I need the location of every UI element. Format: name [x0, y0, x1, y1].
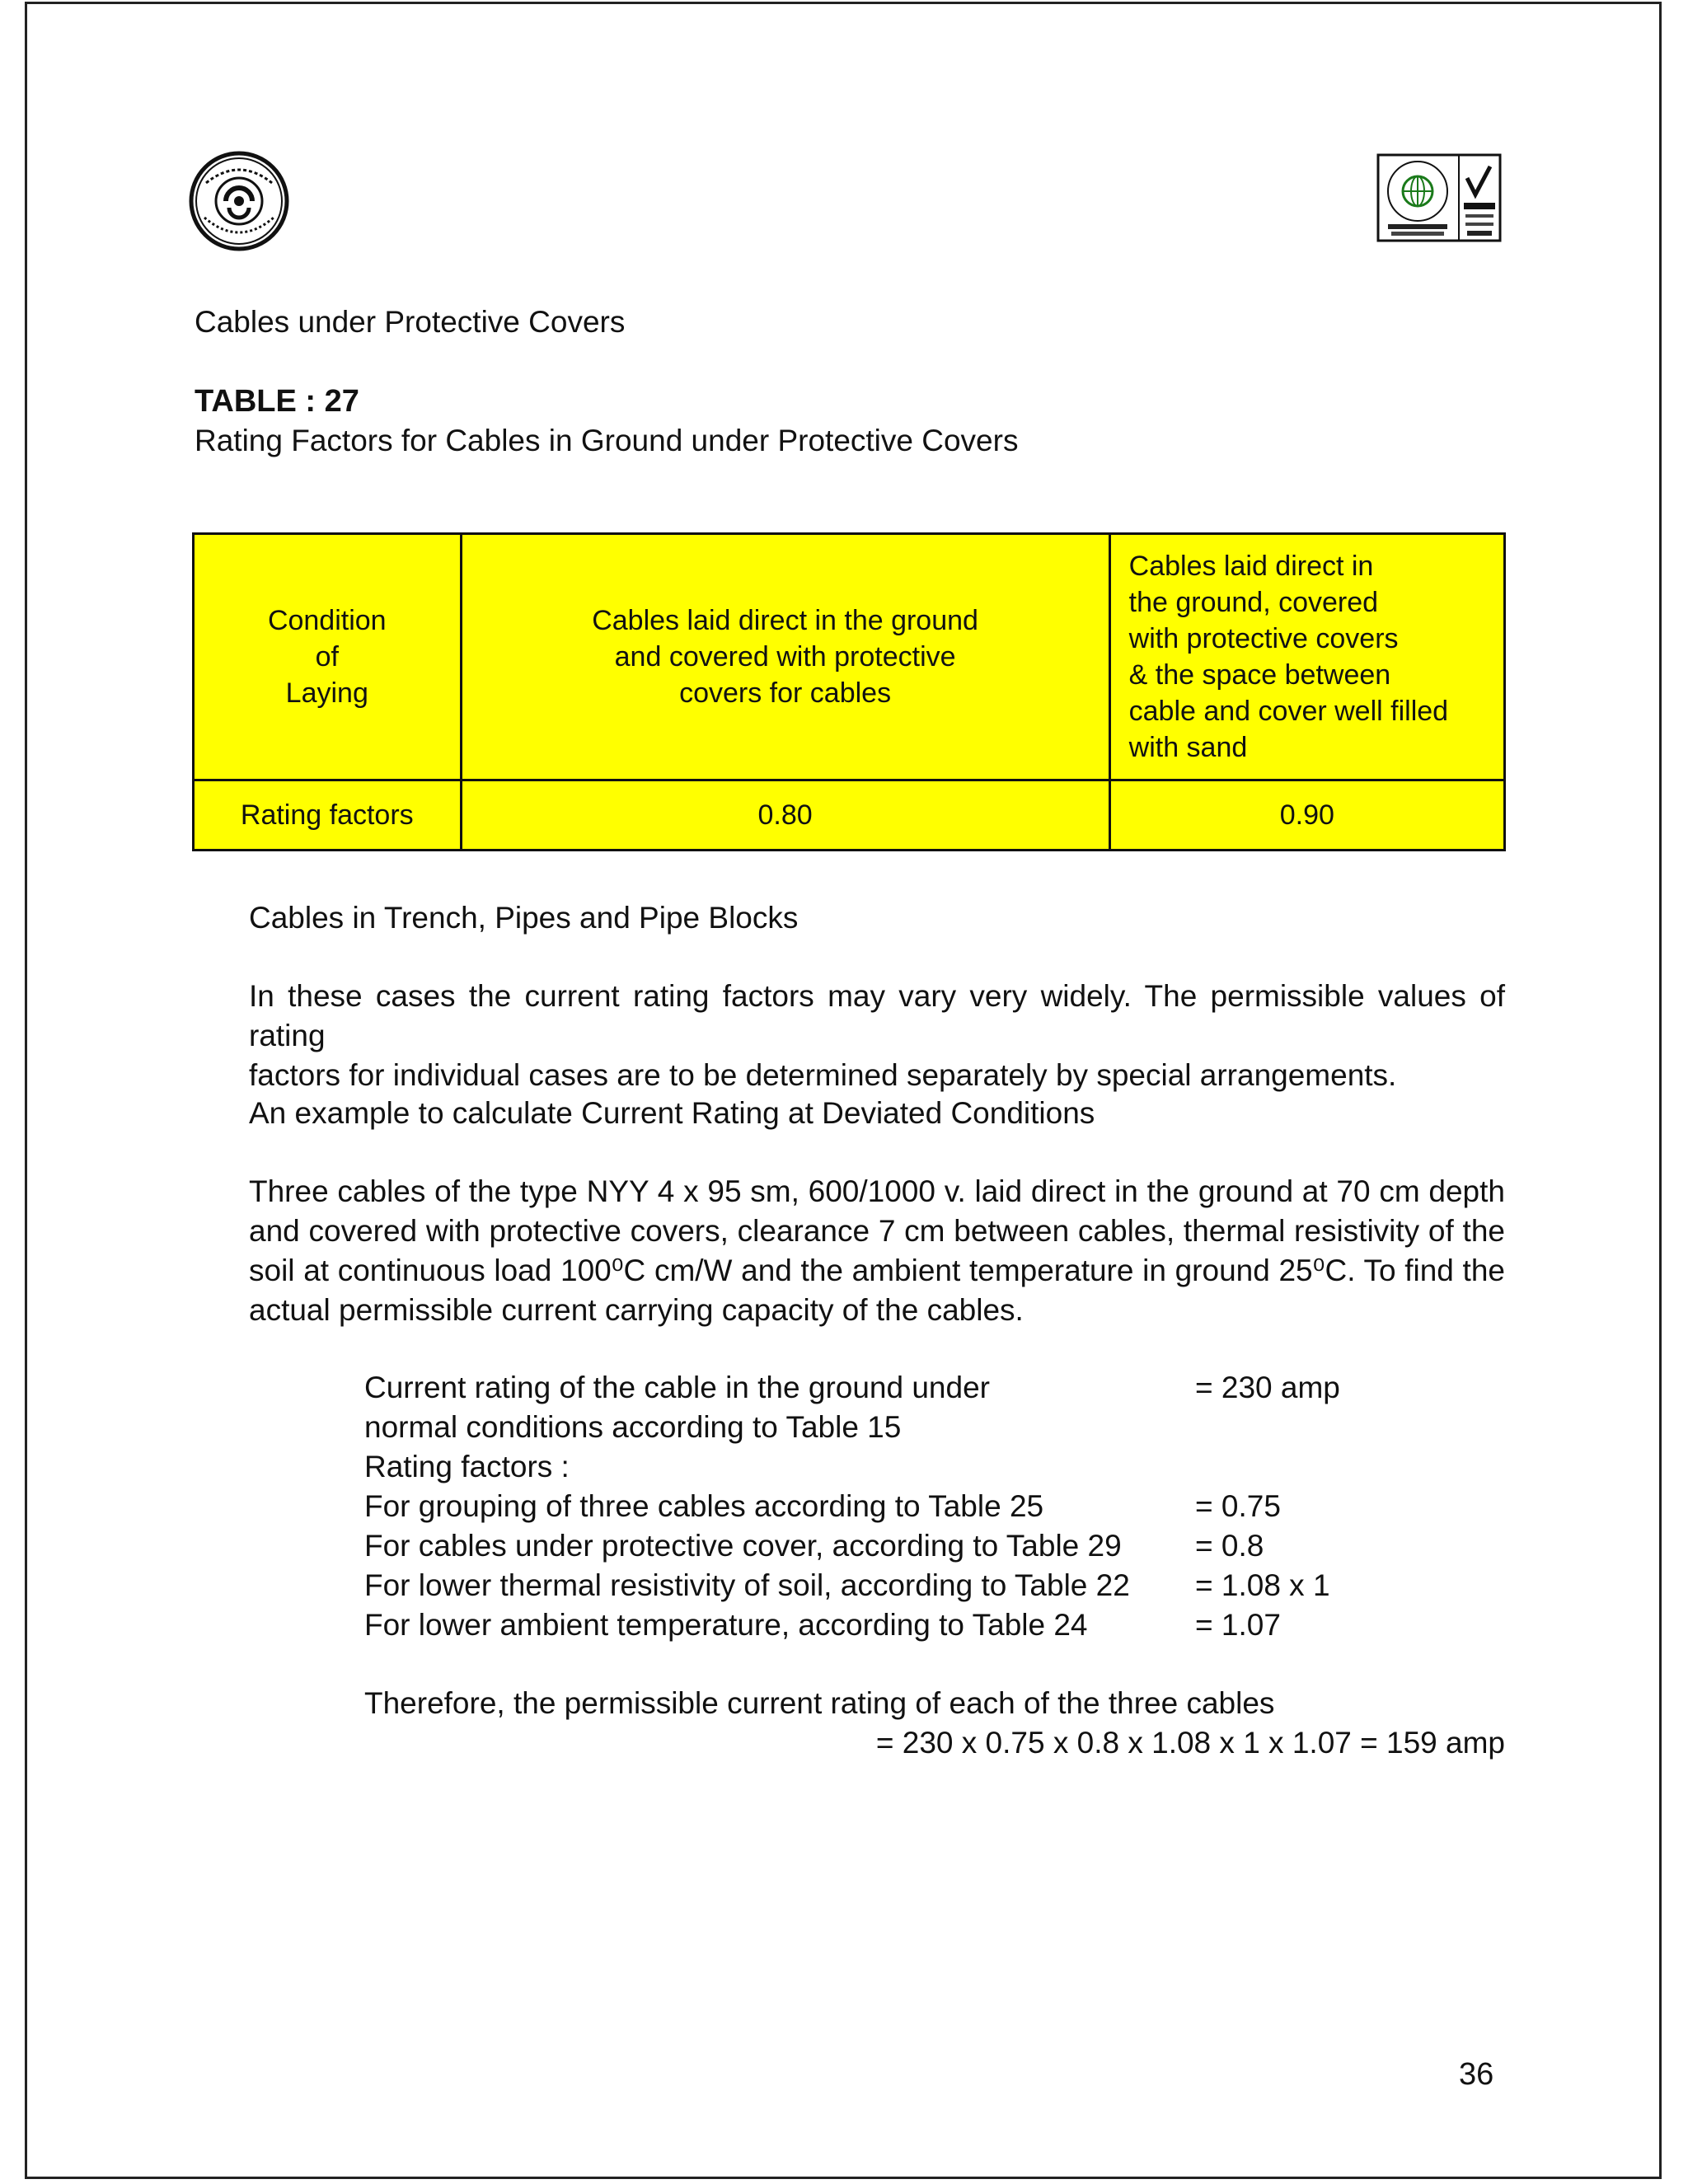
calculation-row [364, 1487, 1353, 1526]
calculation-label: For lower thermal resistivity of soil, according to Table 22 [364, 1568, 1130, 1602]
table-row-rating-factors [194, 780, 1505, 851]
paragraph-line: actual permissible current carrying capacity of the cables. [249, 1293, 1024, 1327]
calculation-row [364, 1605, 1353, 1645]
company-seal-logo [188, 150, 290, 252]
calculation-value: = 230 amp [1195, 1371, 1340, 1404]
calculation-list [364, 1368, 1353, 1645]
paragraph-line: Three cables of the type NYY 4 x 95 sm, 600/1000 v. laid direct in the ground at 70 cm depth [249, 1174, 1505, 1208]
calculation-row [364, 1368, 1353, 1408]
calculation-label: For grouping of three cables according to Table 25 [364, 1489, 1044, 1523]
sub-heading-example: An example to calculate Current Rating at Deviated Conditions [249, 1096, 1095, 1130]
header-condition-of-laying-text: Condition of Laying [267, 605, 387, 709]
paragraph-line: soil at continuous load 100⁰C cm/W and the ambient temperature in ground 25⁰C. To find the [249, 1254, 1505, 1287]
certification-logo [1376, 153, 1502, 242]
calculation-label: For cables under protective cover, according to Table 29 [364, 1529, 1122, 1563]
table-header-row [194, 534, 1505, 780]
header-protective-covers-text: Cables laid direct in the ground and covered with protective covers for cables [592, 605, 978, 709]
header-condition-of-laying [194, 534, 462, 780]
header-covers-with-sand-text: Cables laid direct in the ground, covered with protective covers & the space between cable and cover well filled with sand [1128, 551, 1449, 763]
paragraph-example [249, 1172, 1505, 1330]
calculation-label: normal conditions according to Table 15 [364, 1410, 902, 1444]
calculation-row [364, 1526, 1353, 1566]
result-formula: = 230 x 0.75 x 0.8 x 1.08 x 1 x 1.07 = 159 amp [875, 1726, 1505, 1760]
paragraph-line: In these cases the current rating factors may vary very widely. The permissible values of rating [249, 979, 1505, 1052]
rating-value-protective-covers: 0.80 [461, 780, 1109, 851]
row-label: Rating factors [194, 780, 462, 851]
table-label: TABLE : 27 [195, 384, 359, 419]
calculation-value: = 0.8 [1195, 1529, 1264, 1563]
calculation-row [364, 1408, 1353, 1447]
rating-value-covers-with-sand: 0.90 [1109, 780, 1504, 851]
conclusion-text: Therefore, the permissible current rating of each of the three cables [364, 1686, 1275, 1720]
page-number: 36 [1459, 2057, 1494, 2092]
paragraph-line: and covered with protective covers, clearance 7 cm between cables, thermal resistivity of the [249, 1214, 1505, 1248]
paragraph-trench-pipes [249, 977, 1505, 1095]
header-protective-covers [461, 534, 1109, 780]
calculation-label: Rating factors : [364, 1450, 570, 1483]
sub-heading-trench-pipes: Cables in Trench, Pipes and Pipe Blocks [249, 901, 799, 935]
header-covers-with-sand [1109, 534, 1504, 780]
calculation-value: = 1.07 [1195, 1608, 1281, 1642]
calculation-value: = 1.08 x 1 [1195, 1568, 1330, 1602]
calculation-row [364, 1566, 1353, 1605]
paragraph-line: factors for individual cases are to be determined separately by special arrangements. [249, 1058, 1397, 1092]
calculation-label: For lower ambient temperature, according to Table 24 [364, 1608, 1088, 1642]
section-title: Cables under Protective Covers [195, 305, 626, 339]
calculation-value: = 0.75 [1195, 1489, 1281, 1523]
rating-factors-table [192, 532, 1506, 851]
calculation-row [364, 1447, 1353, 1487]
table-caption: Rating Factors for Cables in Ground under Protective Covers [195, 424, 1019, 457]
calculation-label: Current rating of the cable in the ground under [364, 1371, 990, 1404]
